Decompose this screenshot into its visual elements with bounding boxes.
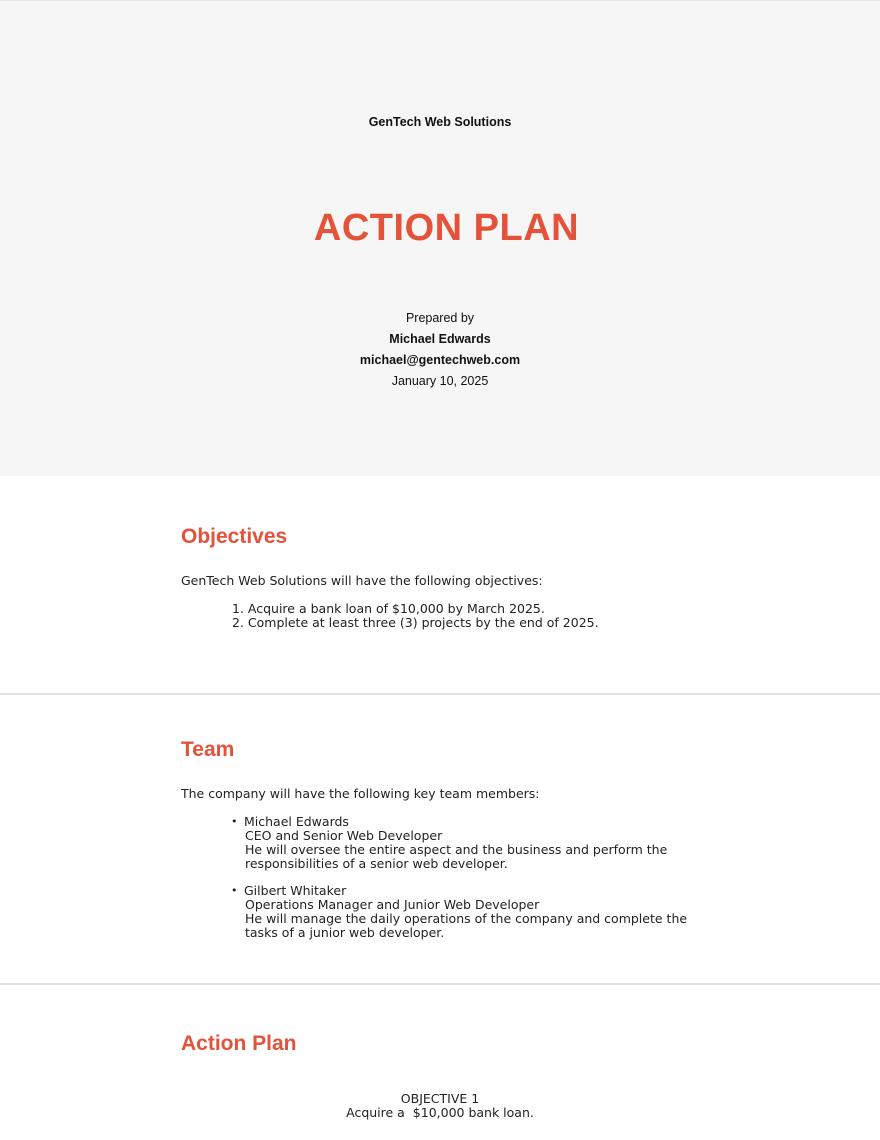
author-name: Michael Edwards [389, 332, 491, 346]
objective-text: Acquire a $10,000 bank loan. [346, 1105, 534, 1120]
cover-page [0, 0, 880, 476]
list-item: 1. Acquire a bank loan of $10,000 by March 2025. [232, 601, 545, 616]
member-role: CEO and Senior Web Developer [245, 828, 443, 843]
bullet-icon: • [231, 815, 238, 828]
member-description: He will manage the daily operations of the company and complete the tasks of a junior web developer. [245, 911, 688, 940]
document-date: January 10, 2025 [391, 374, 489, 388]
member-name: Michael Edwards [244, 814, 349, 829]
team-intro: The company will have the following key team members: [181, 786, 540, 801]
objectives-heading: Objectives [181, 525, 288, 548]
company-name: GenTech Web Solutions [368, 115, 512, 129]
member-description: He will oversee the entire aspect and the business and perform the responsibilities of a senior web developer. [245, 842, 668, 871]
team-section [0, 695, 880, 983]
list-item: 2. Complete at least three (3) projects by the end of 2025. [232, 615, 599, 630]
action-plan-section [0, 985, 880, 1140]
action-plan-heading: Action Plan [181, 1032, 297, 1055]
author-email: michael@gentechweb.com [359, 353, 521, 367]
member-name: Gilbert Whitaker [244, 883, 347, 898]
team-heading: Team [181, 738, 235, 761]
prepared-by-label: Prepared by [405, 311, 475, 325]
member-role: Operations Manager and Junior Web Developer [245, 897, 540, 912]
objectives-list [232, 602, 599, 630]
team-member [231, 884, 701, 940]
objective-label: OBJECTIVE 1 [400, 1091, 480, 1106]
objectives-intro: GenTech Web Solutions will have the following objectives: [181, 573, 543, 588]
document-title: ACTION PLAN [313, 207, 580, 249]
objectives-section [0, 476, 880, 694]
bullet-icon: • [231, 884, 238, 897]
team-member [231, 815, 701, 871]
